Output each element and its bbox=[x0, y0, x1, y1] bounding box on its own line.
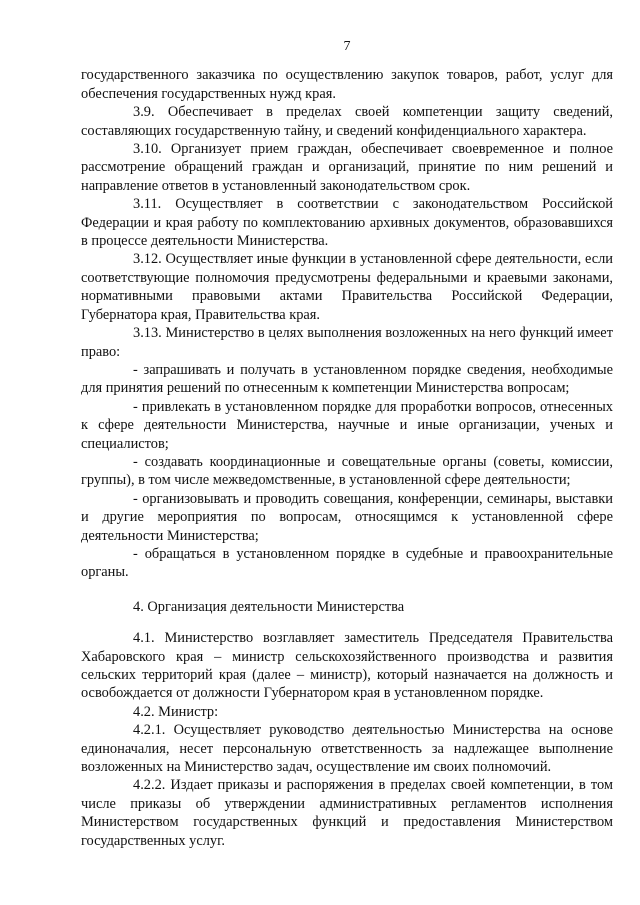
section-heading: 4. Организация деятельности Министерства bbox=[133, 598, 405, 615]
list-item-request-info: - запрашивать и получать в установленном порядке сведения, необходимые для принятия решений по отнесенным к компетенции Министерства вопросам; bbox=[81, 361, 613, 397]
paragraph-3-10: 3.10. Организует прием граждан, обеспечивает своевременное и полное рассмотрение обращений граждан и организаций, принятие по ним решений и направление ответов в установленный законодательством срок. bbox=[81, 141, 613, 194]
paragraph-continuation: государственного заказчика по осуществлению закупок товаров, работ, услуг для обеспечения государственных нужд края. bbox=[81, 67, 613, 102]
list-item-apply-to-courts: - обращаться в установленном порядке в судебные и правоохранительные органы. bbox=[81, 545, 613, 581]
list-item-organize-events: - организовывать и проводить совещания, конференции, семинары, выставки и другие мероприятия по вопросам, относящимся к установленной сфере деятельности Министерства; bbox=[81, 490, 613, 544]
paragraph-4-1: 4.1. Министерство возглавляет заместитель Председателя Правительства Хабаровского края – министр сельскохозяйственного производства и развития сельских территорий края (далее – министр), который назначается на должность и освобождается от должности Губернатором края в установленном порядке. bbox=[81, 630, 613, 702]
list-item-involve-organizations: - привлекать в установленном порядке для проработки вопросов, отнесенных к сфере деятельности Министерства, научные и иные организации, ученых и специалистов; bbox=[81, 398, 613, 452]
paragraph-4-2-2: 4.2.2. Издает приказы и распоряжения в пределах своей компетенции, в том числе приказы об утверждении административных регламентов исполнения Министерством государственных функций и предоставления Министерством государственных услуг. bbox=[81, 777, 613, 849]
paragraph-3-11: 3.11. Осуществляет в соответствии с законодательством Российской Федерации и края работу по комплектованию архивных документов, образовавшихся в процессе деятельности Министерства. bbox=[81, 196, 613, 250]
page-number: 7 bbox=[343, 39, 351, 54]
paragraph-3-12: 3.12. Осуществляет иные функции в установленной сфере деятельности, если соответствующие полномочия предусмотрены федеральными и краевыми законами, нормативными правовыми актами Правительства Российской Федерации, Губернатора края, Правительства края. bbox=[81, 251, 613, 323]
paragraph-3-9: 3.9. Обеспечивает в пределах своей компетенции защиту сведений, составляющих государственную тайну, и сведений конфиденциального характера. bbox=[81, 104, 613, 139]
list-item-create-bodies: - создавать координационные и совещательные органы (советы, комиссии, группы), в том числе межведомственные, в установленной сфере деятельности; bbox=[81, 453, 613, 489]
paragraph-3-13: 3.13. Министерство в целях выполнения возложенных на него функций имеет право: bbox=[81, 325, 613, 360]
paragraph-4-2: 4.2. Министр: bbox=[133, 703, 219, 720]
document-page bbox=[81, 38, 613, 850]
paragraph-4-2-1: 4.2.1. Осуществляет руководство деятельностью Министерства на основе единоначалия, несет персональную ответственность за надлежащее выполнение возложенных на Министерство задач, осуществление им своих полномочий. bbox=[81, 722, 613, 776]
